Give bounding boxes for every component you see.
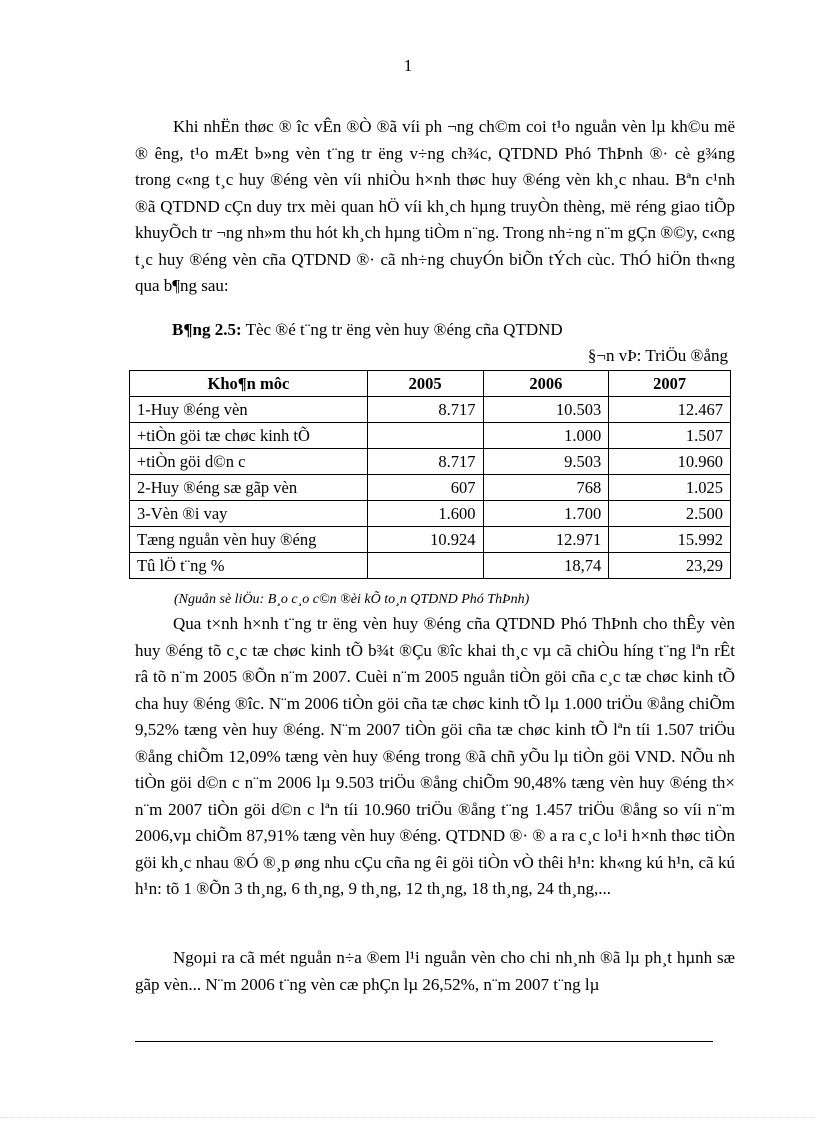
page-bottom-edge <box>0 1117 816 1118</box>
page-number: 1 <box>403 56 413 75</box>
footer-rule <box>135 1041 713 1042</box>
paragraph-continuation: Ngoµi ra cã mét nguån n÷a ®em l¹i nguån vèn cho chi nh¸nh ®ã lµ ph¸t hµnh sæ gãp vèn... N¨m 2006 t¨ng vèn cæ phÇn lµ 26,52%, n¨m 2007 t¨ng lµ <box>135 948 735 994</box>
table-row <box>130 397 731 423</box>
table-caption-text: Tèc ®é t¨ng tr ëng vèn huy ®éng cña QTDND <box>241 320 563 339</box>
cell-value: 768 <box>483 475 609 501</box>
table-row <box>130 475 731 501</box>
row-label: +tiÒn göi tæ chøc kinh tÕ <box>130 423 368 449</box>
cell-value <box>367 423 483 449</box>
cell-value <box>367 553 483 579</box>
cell-value: 9.503 <box>483 449 609 475</box>
cell-value: 1.507 <box>609 423 731 449</box>
row-label: 3-Vèn ®i vay <box>130 501 368 527</box>
row-label: Tû lÖ t¨ng % <box>130 553 368 579</box>
cell-value: 1.700 <box>483 501 609 527</box>
row-label: +tiÒn göi d©n c <box>130 449 368 475</box>
cell-value: 10.503 <box>483 397 609 423</box>
cell-value: 1.600 <box>367 501 483 527</box>
row-label: 1-Huy ®éng vèn <box>130 397 368 423</box>
paragraph-intro: Khi nhËn thøc ® îc vÊn ®Ò ®ã víi ph ¬ng ch©m coi t¹o nguån vèn lµ kh©u më ® êng, t¹o mÆt b»ng vèn t¨ng tr ëng v÷ng ch¾c, QTDND Phó ThÞnh ®· cè g¾ng trong c«ng t¸c huy ®éng vèn víi nhiÒu h×nh thøc huy ®éng vèn kh¸c nhau. Bªn c¹nh ®ã QTDND cÇn duy trx mèi quan hÖ víi kh¸ch hµng truyÒn thèng, më réng giao tiÕp khuyÕch tr ¬ng nh»m thu hót kh¸ch hµng tiÒm n¨ng. Trong nh÷ng n¨m gÇn ®©y, c«ng t¸c huy ®éng vèn cña QTDND ®· cã nh÷ng chuyÓn biÕn tÝch cùc. ThÓ hiÖn th«ng qua b¶ng sau: <box>135 117 735 295</box>
row-label: Tæng nguån vèn huy ®éng <box>130 527 368 553</box>
row-label: 2-Huy ®éng sæ gãp vèn <box>130 475 368 501</box>
cell-value: 12.467 <box>609 397 731 423</box>
cell-value: 607 <box>367 475 483 501</box>
cell-value: 8.717 <box>367 397 483 423</box>
cell-value: 10.960 <box>609 449 731 475</box>
header-2006: 2006 <box>483 371 609 397</box>
table-row <box>130 449 731 475</box>
table-source-note: (Nguån sè liÖu: B¸o c¸o c©n ®èi kÕ to¸n QTDND Phó ThÞnh) <box>174 592 530 607</box>
table-row <box>130 423 731 449</box>
table-row <box>130 553 731 579</box>
table-row <box>130 501 731 527</box>
capital-table <box>129 370 731 579</box>
cell-value: 1.000 <box>483 423 609 449</box>
cell-value: 12.971 <box>483 527 609 553</box>
header-2007: 2007 <box>609 371 731 397</box>
table-caption <box>172 320 563 340</box>
cell-value: 23,29 <box>609 553 731 579</box>
header-item: Kho¶n môc <box>130 371 368 397</box>
cell-value: 15.992 <box>609 527 731 553</box>
table-header-row <box>130 371 731 397</box>
cell-value: 2.500 <box>609 501 731 527</box>
cell-value: 1.025 <box>609 475 731 501</box>
paragraph-analysis: Qua t×nh h×nh t¨ng tr ëng vèn huy ®éng cña QTDND Phó ThÞnh cho thÊy vèn huy ®éng tõ c¸c tæ chøc kinh tÕ b¾t ®Çu ®îc khai th¸c vµ cã chiÒu híng t¨ng lªn rÊt râ tõ n¨m 2005 ®Õn n¨m 2007. Cuèi n¨m 2005 nguån tiÒn göi cña c¸c tæ chøc kinh tÕ cha huy ®éng ®îc. N¨m 2006 tiÒn göi cña tæ chøc kinh tÕ lµ 1.000 triÖu ®ång chiÕm 9,52% tæng vèn huy ®éng. N¨m 2007 tiÒn göi cña tæ chøc kinh tÕ lªn tíi 1.507 triÖu ®ång chiÕm 12,09% tæng vèn huy ®éng trong ®ã chñ yÕu lµ tiÒn göi VND. NÕu nh tiÒn göi d©n c n¨m 2006 lµ 9.503 triÖu ®ång chiÕm 90,48% tæng vèn huy ®éng th× n¨m 2007 tiÒn göi d©n c lªn tíi 10.960 triÖu ®ång t¨ng 1.457 triÖu ®ång so víi n¨m 2006,vµ chiÕm 87,91% tæng vèn huy ®éng. QTDND ®· ® a ra c¸c lo¹i h×nh thøc tiÒn göi kh¸c nhau ®Ó ®¸p øng nhu cÇu cña ng êi göi tiÒn vÒ thêi h¹n: kh«ng kú h¹n, cã kú h¹n: tõ 1 ®Õn 3 th¸ng, 6 th¸ng, 9 th¸ng, 12 th¸ng, 18 th¸ng, 24 th¸ng,... <box>135 614 735 898</box>
table-caption-label: B¶ng 2.5: <box>172 320 242 339</box>
cell-value: 8.717 <box>367 449 483 475</box>
cell-value: 10.924 <box>367 527 483 553</box>
table-row <box>130 527 731 553</box>
cell-value: 18,74 <box>483 553 609 579</box>
unit-note: §¬n vÞ: TriÖu ®ång <box>587 346 728 365</box>
header-2005: 2005 <box>367 371 483 397</box>
